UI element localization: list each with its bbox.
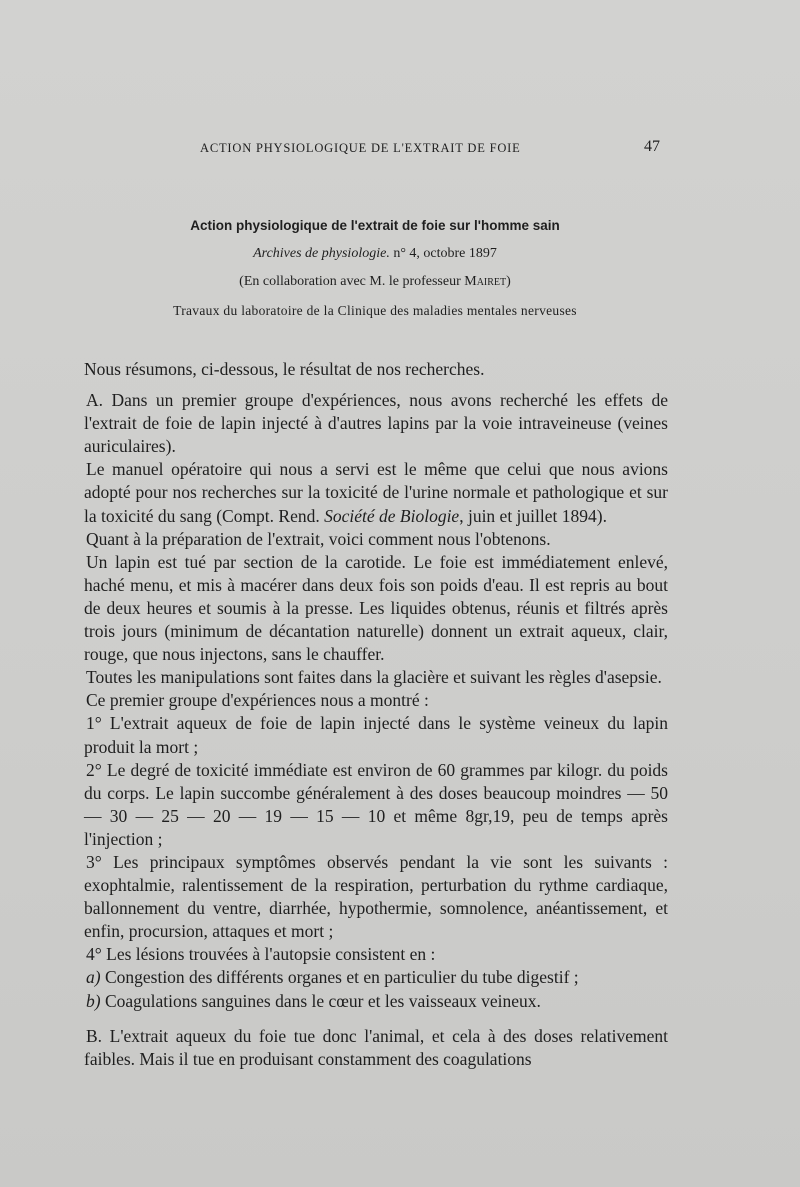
paragraph: Toutes les manipulations sont faites dans la glacière et suivant les règles d'asepsie.	[86, 667, 662, 688]
paragraph: 1° L'extrait aqueux de foie de lapin injecté dans le système veineux du lapin produit la mort ;	[84, 713, 668, 757]
source-line	[80, 246, 670, 262]
paragraph	[84, 966, 668, 989]
collab-name: Mairet	[464, 274, 507, 289]
paragraph: B. L'extrait aqueux du foie tue donc l'animal, et cela à des doses relativement faibles. Mais il tue en produisant constamment des coagulations	[84, 1025, 668, 1069]
collab-prefix: (En collaboration avec M. le professeur	[239, 274, 465, 289]
collab-suffix: )	[506, 274, 511, 289]
running-title: ACTION PHYSIOLOGIQUE DE L'EXTRAIT DE FOIE	[200, 141, 521, 155]
paragraph-text: Le manuel opératoire qui nous a servi est le même que celui que nous avions adopté pour nos recherches sur la toxicité de l'urine normale et pathologique et sur la toxicité du sang (Compt. Rend.	[84, 459, 668, 526]
page-number: 47	[644, 138, 660, 155]
body-text	[84, 358, 668, 1071]
paragraph-text: Coagulations sanguines dans le cœur et les vaisseaux veineux.	[100, 990, 541, 1011]
paragraph: 4° Les lésions trouvées à l'autopsie consistent en :	[86, 944, 436, 965]
paragraph: Un lapin est tué par section de la carotide. Le foie est immédiatement enlevé, haché menu, et mis à macérer dans deux fois son poids d'eau. Il est repris au bout de deux heures et soumis à la presse. Les liquides obtenus, réunis et filtrés après trois jours (minimum de décantation naturelle) donnent un extrait aqueux, clair, rouge, que nous injectons, sans le chauffer.	[84, 551, 668, 665]
article-title: Action physiologique de l'extrait de foie sur l'homme sain	[190, 218, 560, 233]
paragraph: 3° Les principaux symptômes observés pendant la vie sont les suivants : exophtalmie, ralentissement de la respiration, perturbation du rythme cardiaque, ballonnement du ventre, diarrhée, hypothermie, somnolence, anéantissement, et enfin, procursion, attaques et mort ;	[84, 851, 668, 942]
list-label: b)	[86, 990, 101, 1011]
journal-name: Société de Biologie	[324, 505, 460, 526]
paragraph: Ce premier groupe d'expériences nous a montré :	[86, 690, 429, 711]
paragraph: Nous résumons, ci-dessous, le résultat de nos recherches.	[84, 359, 485, 379]
laboratory-line: Travaux du laboratoire de la Clinique des maladies mentales nerveuses	[173, 303, 577, 318]
paragraph-text: Congestion des différents organes et en particulier du tube digestif ;	[100, 967, 579, 988]
paragraph: A. Dans un premier groupe d'expériences, nous avons recherché les effets de l'extrait de foie de lapin injecté à d'autres lapins par la voie intraveineuse (veines auriculaires).	[84, 390, 668, 457]
paragraph-text: , juin et juillet 1894).	[459, 505, 607, 526]
source-detail: n° 4, octobre 1897	[389, 246, 497, 261]
paragraph: Quant à la préparation de l'extrait, voici comment nous l'obtenons.	[86, 528, 551, 549]
list-label: a)	[86, 967, 101, 988]
paragraph	[84, 458, 668, 527]
paragraph	[84, 990, 668, 1013]
paragraph: 2° Le degré de toxicité immédiate est environ de 60 grammes par kilogr. du poids du corps. Le lapin succombe généralement à des doses beaucoup moindres — 50 — 30 — 25 — 20 — 19 — 15 — 10 et même 8gr,19, peu de temps après l'injection ;	[84, 759, 668, 849]
collaboration-line	[80, 274, 670, 290]
source-journal: Archives de physiologie.	[253, 246, 390, 261]
